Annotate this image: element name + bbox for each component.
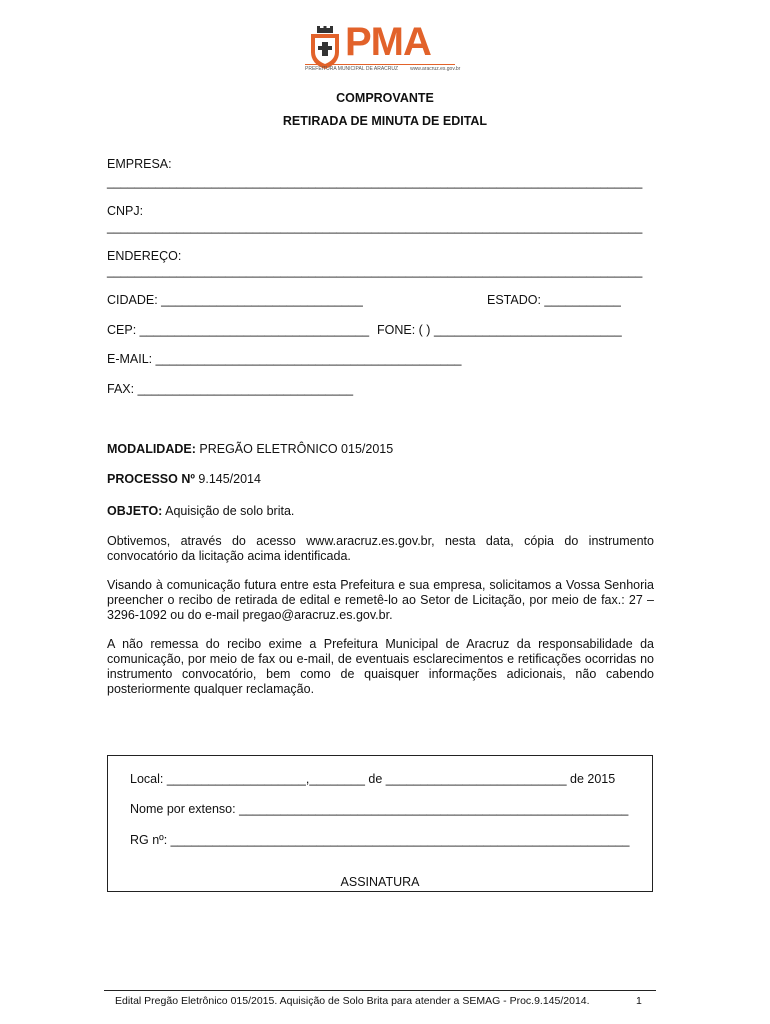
estado-field: ESTADO: ___________ [487, 293, 621, 307]
signature-label: ASSINATURA [340, 875, 420, 889]
endereco-line: _____________________________________________________________________________ [107, 264, 643, 278]
paragraph-obtivemos: Obtivemos, através do acesso www.aracruz.es.gov.br, nesta data, cópia do instrumento convocatório da licitação acima identificada. [107, 534, 654, 563]
signature-box [107, 755, 653, 892]
objeto-value: Aquisição de solo brita. [162, 504, 295, 518]
local-field: Local: ____________________,________ de __________________________ de 2015 [130, 772, 616, 786]
rg-field: RG nº: __________________________________________________________________ [130, 833, 630, 847]
cidade-field: CIDADE: _____________________________ [107, 293, 363, 307]
cnpj-label: CNPJ: [107, 204, 144, 218]
modalidade-label: MODALIDADE: [107, 442, 196, 456]
cnpj-line: _____________________________________________________________________________ [107, 220, 643, 234]
objeto-label: OBJETO: [107, 504, 163, 518]
page-number: 1 [636, 995, 642, 1007]
modalidade-line [107, 442, 393, 456]
logo-subtitle [305, 66, 472, 72]
modalidade-value: PREGÃO ELETRÔNICO 015/2015 [195, 442, 394, 456]
document-title: COMPROVANTE [336, 91, 434, 105]
paragraph-nao-remessa: A não remessa do recibo exime a Prefeitura Municipal de Aracruz da responsabilidade da comunicação, por meio de fax ou e-mail, de eventuais esclarecimentos e retificações ocorridas no instrumento convocatório, bem como de quaisquer informações adicionais, não cabendo posteriormente qualquer reclamação. [107, 637, 654, 696]
footer-divider [104, 990, 656, 991]
logo-text: PMA [345, 20, 431, 64]
nome-extenso-field: Nome por extenso: ________________________________________________________ [130, 802, 629, 816]
document-subtitle: RETIRADA DE MINUTA DE EDITAL [282, 114, 488, 128]
logo-sub-right: www.aracruz.es.gov.br [410, 66, 461, 72]
logo-sub-left: PREFEITURA MUNICIPAL DE ARACRUZ [305, 66, 399, 72]
footer-text: Edital Pregão Eletrônico 015/2015. Aquisição de Solo Brita para atender a SEMAG - Proc.9.145/2014. [115, 995, 590, 1007]
pma-logo [305, 20, 461, 76]
empresa-label: EMPRESA: [107, 157, 172, 171]
email-field: E-MAIL: ____________________________________________ [107, 352, 462, 366]
processo-line [107, 472, 261, 486]
fax-field: FAX: _______________________________ [107, 382, 354, 396]
paragraph-visando: Visando à comunicação futura entre esta Prefeitura e sua empresa, solicitamos a Vossa Senhoria preencher o recibo de retirada de edital e remetê-lo ao Setor de Licitação, por meio de fax.: 27 – 3296-1092 ou do e-mail pregao@aracruz.es.gov.br. [107, 578, 654, 622]
endereco-label: ENDEREÇO: [107, 249, 182, 263]
processo-value: 9.145/2014 [194, 472, 261, 486]
processo-label: PROCESSO Nº [107, 472, 195, 486]
objeto-line [107, 504, 294, 518]
fone-field: FONE: ( ) ___________________________ [377, 323, 622, 337]
logo-divider [305, 64, 455, 65]
cep-field: CEP: _________________________________ [107, 323, 370, 337]
empresa-line: _____________________________________________________________________________ [107, 175, 643, 189]
